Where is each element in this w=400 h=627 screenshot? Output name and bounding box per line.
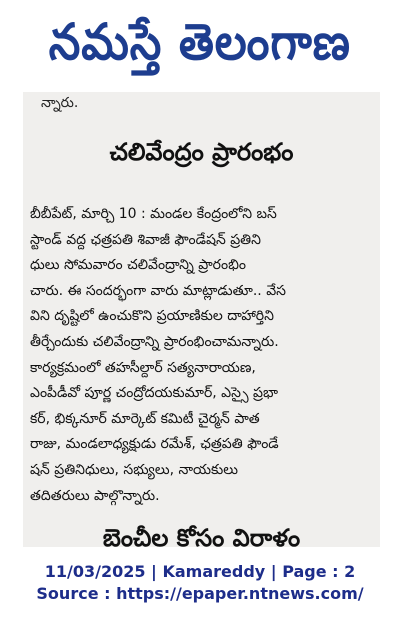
- masthead-logo: నమస్తే తెలంగాణ: [48, 13, 352, 71]
- article-body-line: కర్, భిక్కనూర్ మార్కెట్ కమిటీ చైర్మన్ పాత: [30, 410, 260, 427]
- article-body-line: షన్ ప్రతినిధులు, సభ్యులు, నాయకులు: [30, 461, 238, 478]
- previous-article-fragment: న్నారు.: [41, 95, 79, 111]
- article-headline: చలివేంద్రం ప్రారంభం: [109, 138, 294, 166]
- article-body-line: విని దృష్టిలో ఉంచుకొని ప్రయాణికుల దాహార్తిని: [30, 308, 274, 325]
- article-body-line: తదితరులు పాల్గొన్నారు.: [30, 487, 160, 504]
- source-footer: [0, 561, 400, 605]
- article-body-line: రాజు, మండలాధ్యక్షుడు రమేశ్, ఛత్రపతి ఫౌండే: [30, 436, 279, 453]
- next-article-headline: బెంచీల కోసం విరాళం: [102, 524, 301, 547]
- article-body-line: స్టాండ్ వద్ద ఛత్రపతి శివాజీ ఫౌండేషన్ ప్రతిని: [30, 231, 261, 248]
- article-body-line: తీర్చేందుకు చలివేంద్రాన్ని ప్రారంభించామన్నారు.: [30, 333, 279, 350]
- article-body: [30, 202, 373, 509]
- masthead: [0, 0, 400, 84]
- article-clipping: [23, 92, 380, 547]
- article-body-line: ధులు సోమవారం చలివేంద్రాన్ని ప్రారంభిం: [30, 257, 246, 274]
- article-body-line: కార్యక్రమంలో తహసీల్దార్ సత్యనారాయణ,: [30, 359, 256, 376]
- article-body-line: చారు. ఈ సందర్భంగా వారు మాట్లాడుతూ.. వేస: [30, 282, 286, 299]
- footer-source: Source : https://epaper.ntnews.com/: [36, 584, 364, 603]
- article-body-line: బీబీపేట్, మార్చి 10 : మండల కేంద్రంలోని బస్: [30, 206, 277, 222]
- footer-date-edition: 11/03/2025 | Kamareddy | Page : 2: [44, 562, 356, 581]
- article-body-line: ఎంపీడీవో పూర్ణ చంద్రోదయకుమార్, ఎస్సై ప్రభా: [30, 385, 279, 402]
